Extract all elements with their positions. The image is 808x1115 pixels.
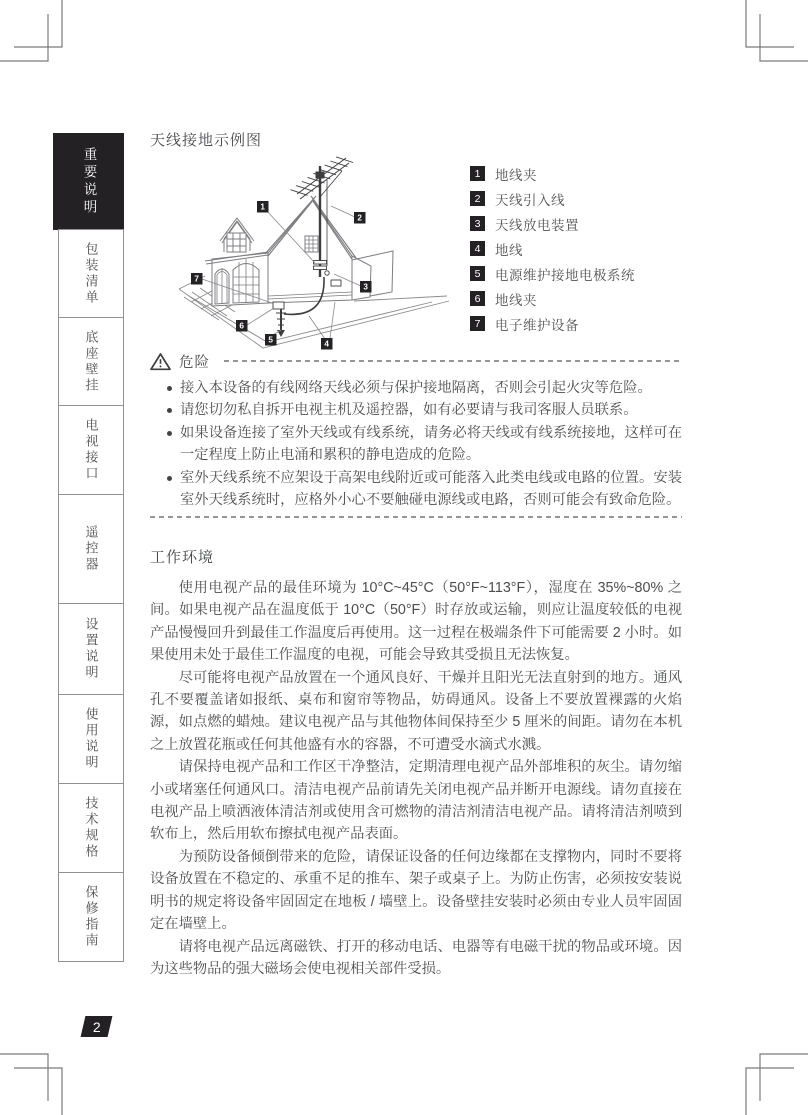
tab-label: 保修指南 <box>83 885 99 949</box>
diagram-legend <box>470 166 635 341</box>
tab-label: 遥控器 <box>83 525 99 573</box>
sidebar-item-specs <box>58 783 124 873</box>
legend-number: 3 <box>470 216 485 231</box>
tab-label: 电视接口 <box>83 418 99 482</box>
legend-label: 电子维护设备 <box>495 317 579 333</box>
legend-item <box>470 241 635 256</box>
page-number-badge <box>81 1016 113 1037</box>
paragraph: 尽可能将电视产品放置在一个通风良好、干燥并且阳光无法直射到的地方。通风孔不要覆盖诸如报纸、桌布和窗帘等物品，妨碍通风。设备上不要放置裸露的火焰源，如点燃的蜡烛。建议电视产品与其他物体间保持至少 5 厘米的间距。请勿在本机之上放置花瓶或任何其他盛有水的容器，不可遭受水滴式水溅。 <box>150 669 682 753</box>
cropmark-bottom-left <box>0 1053 63 1115</box>
danger-bullet-list <box>150 377 682 511</box>
paragraph: 请保持电视产品和工作区干净整洁，定期清理电视产品外部堆积的灰尘。请勿缩小或堵塞任何通风口。清洁电视产品前请先关闭电视产品并断开电源线。请勿直接在电视产品上喷洒液体清洁剂或使用含可燃物的清洁剂清洁电视产品。请将清洁剂喷到软布上，然后用软布擦拭电视产品表面。 <box>150 759 682 843</box>
sidebar-item-tv-ports <box>58 405 124 495</box>
svg-text:5: 5 <box>268 335 273 345</box>
legend-label: 天线引入线 <box>495 192 565 208</box>
danger-bullet: 接入本设备的有线网络天线必须与保护接地隔离，否则会引起火灾等危险。 <box>150 377 682 399</box>
svg-text:6: 6 <box>239 321 244 331</box>
legend-number: 2 <box>470 191 485 206</box>
cropmark-bottom-right <box>745 1053 808 1115</box>
legend-number: 4 <box>470 241 485 256</box>
sidebar-item-packing-list <box>58 229 124 318</box>
legend-item <box>470 291 635 306</box>
sidebar-item-warranty <box>58 872 124 962</box>
tab-label: 底座壁挂 <box>83 329 99 394</box>
callout-5 <box>265 334 277 346</box>
danger-bullet: 室外天线系统不应架设于高架电线附近或可能落入此类电线或电路的位置。安装室外天线系统时，应格外小心不要触碰电源线或电路，否则可能会有致命危险。 <box>150 467 682 512</box>
tab-label: 包装清单 <box>83 241 99 306</box>
danger-bullet: 如果设备连接了室外天线或有线系统，请务必将天线或有线系统接地，这样可在一定程度上防止电涌和累积的静电造成的危险。 <box>150 422 682 467</box>
dashed-rule <box>224 360 682 362</box>
svg-text:4: 4 <box>324 339 329 349</box>
tab-label: 设置说明 <box>83 617 99 681</box>
sidebar-item-setup <box>58 603 124 695</box>
diagram-title: 天线接地示例图 <box>150 132 263 149</box>
legend-number: 5 <box>470 266 485 281</box>
cropmark-top-left <box>0 0 63 62</box>
dashed-rule <box>150 516 682 518</box>
callout-7 <box>191 273 203 285</box>
legend-label: 地线 <box>495 242 523 258</box>
svg-text:2: 2 <box>357 213 362 223</box>
legend-label: 天线放电装置 <box>495 217 579 233</box>
section-title: 工作环境 <box>150 549 215 566</box>
page-number: 2 <box>92 1018 101 1035</box>
sidebar-item-stand-wallmount <box>58 317 124 406</box>
working-environment-section <box>150 546 682 980</box>
danger-section <box>150 350 682 518</box>
legend-label: 地线夹 <box>495 167 537 183</box>
callout-3 <box>360 281 372 293</box>
callout-2 <box>354 212 366 224</box>
callout-6 <box>236 320 248 332</box>
legend-number: 1 <box>470 166 485 181</box>
sidebar-item-important-notes <box>53 133 124 230</box>
cropmark-top-right <box>745 0 808 62</box>
danger-header <box>150 350 682 372</box>
legend-label: 地线夹 <box>495 292 537 308</box>
legend-item <box>470 316 635 331</box>
svg-text:7: 7 <box>194 274 199 284</box>
legend-label: 电源维护接地电极系统 <box>495 267 635 283</box>
legend-item <box>470 266 635 281</box>
tab-label: 重要说明 <box>81 146 97 217</box>
paragraph: 请将电视产品远离磁铁、打开的移动电话、电器等有电磁干扰的物品或环境。因为这些物品的强大磁场会使电视相关部件受损。 <box>150 938 682 977</box>
legend-item <box>470 166 635 181</box>
legend-number: 6 <box>470 291 485 306</box>
paragraph: 使用电视产品的最佳环境为 10°C~45°C（50°F~113°F），湿度在 35%~80% 之间。如果电视产品在温度低于 10°C（50°F）时存放或运输，则应让温度较低的电视产品慢慢回升到最佳工作温度后再使用。这一过程在极端条件下可能需要 2 小时。如果使用未处于最佳工作温度的电视，可能会导致其受损且无法恢复。 <box>150 580 682 664</box>
tab-label: 使用说明 <box>83 707 99 771</box>
danger-title: 危险 <box>179 354 210 371</box>
paragraph: 为预防设备倾倒带来的危险，请保证设备的任何边缘都在支撑物内，同时不要将设备放置在不稳定的、承重不足的推车、架子或桌子上。为防止伤害，必须按安装说明书的规定将设备牢固固定在地板 / 墙壁上。设备壁挂安装时必须由专业人员牢固固定在墙壁上。 <box>150 848 682 933</box>
svg-text:1: 1 <box>260 202 265 212</box>
tab-label: 技术规格 <box>83 796 99 860</box>
warning-triangle-icon <box>150 352 171 371</box>
legend-number: 7 <box>470 316 485 331</box>
legend-item <box>470 191 635 206</box>
callout-1 <box>257 201 269 213</box>
antenna-grounding-illustration <box>172 148 462 360</box>
chapter-tab-column <box>53 133 124 962</box>
svg-text:3: 3 <box>363 282 368 292</box>
sidebar-item-usage <box>58 694 124 784</box>
legend-item <box>470 216 635 231</box>
callout-4 <box>321 338 333 350</box>
danger-bullet: 请您切勿私自拆开电视主机及遥控器，如有必要请与我司客服人员联系。 <box>150 399 682 421</box>
sidebar-item-remote <box>58 494 124 604</box>
